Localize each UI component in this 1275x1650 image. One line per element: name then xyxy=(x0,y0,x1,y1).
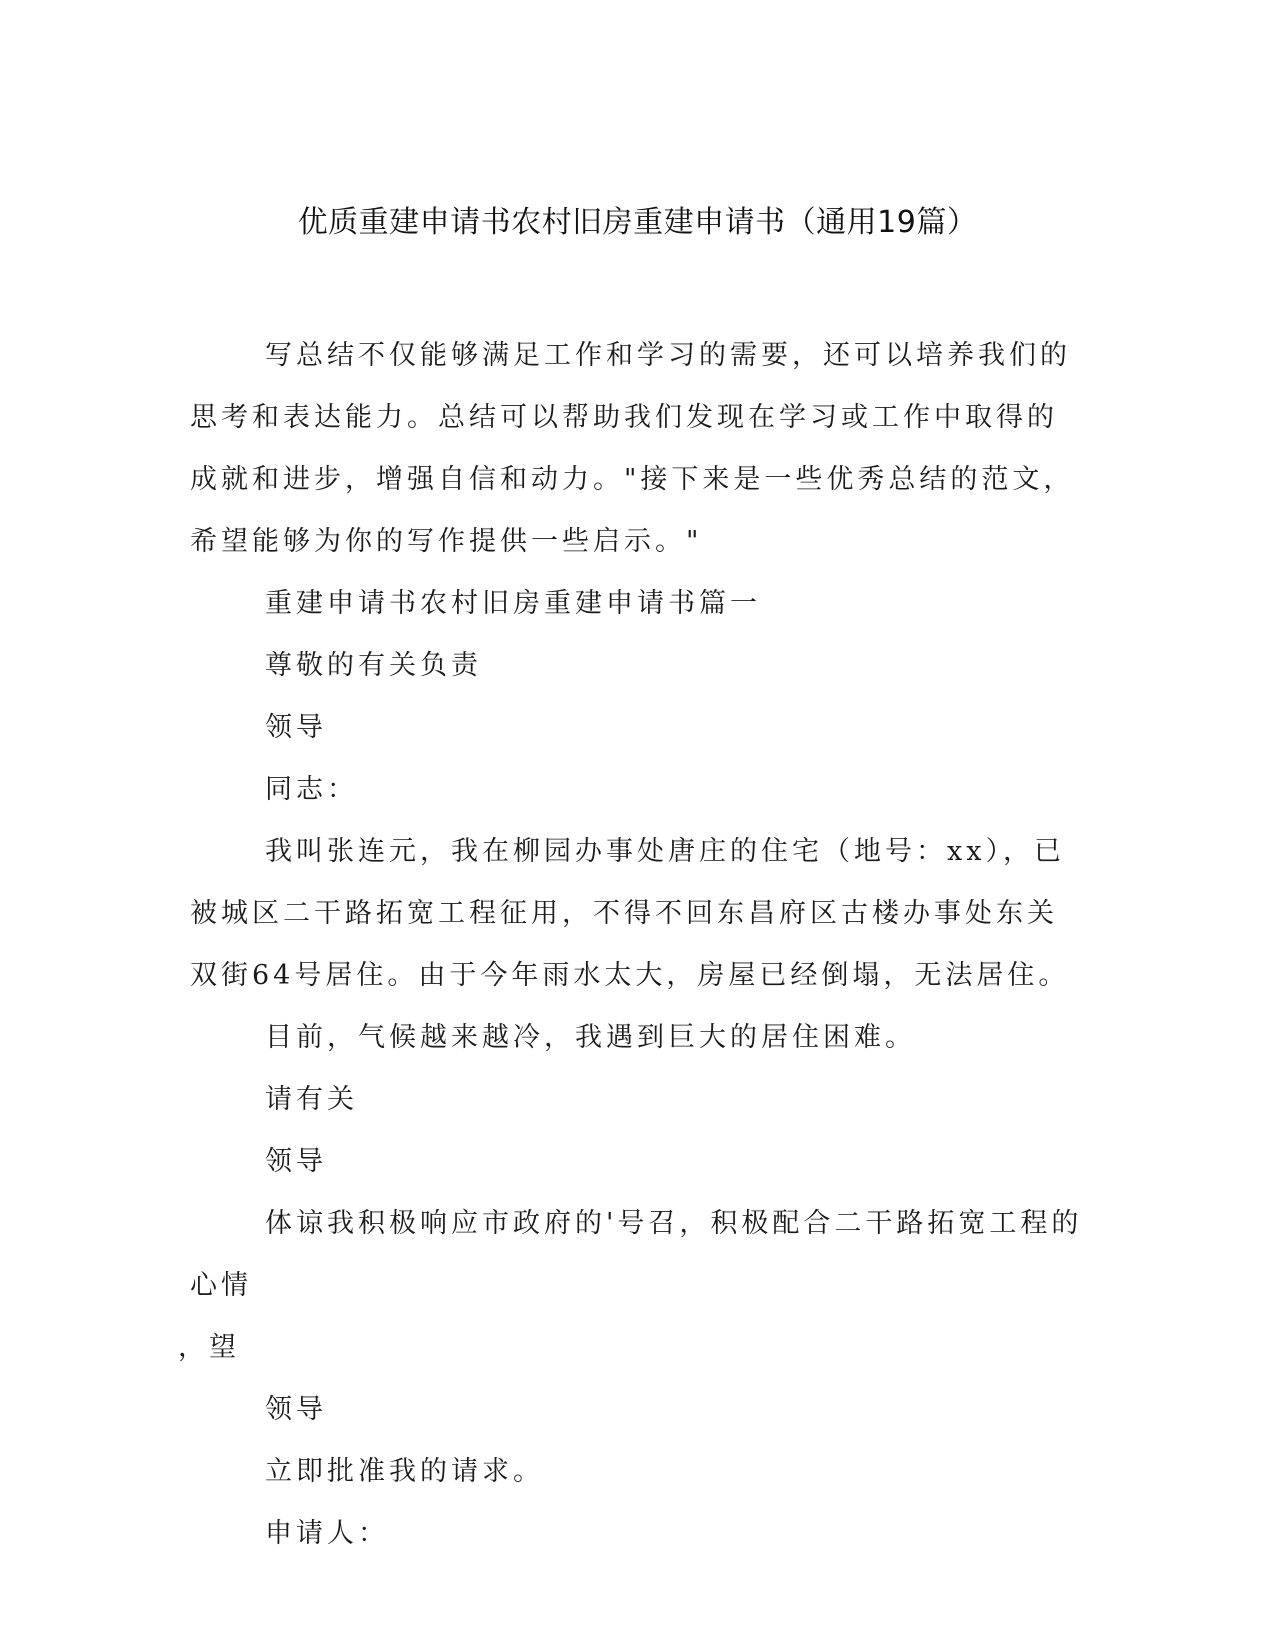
body-paragraph: 目前，气候越来越冷，我遇到巨大的居住困难。 xyxy=(265,1022,916,1053)
body-paragraph: 立即批准我的请求。 xyxy=(265,1456,544,1487)
body-paragraph: 请有关 xyxy=(265,1084,358,1115)
section-heading: 重建申请书农村旧房重建申请书篇一 xyxy=(265,588,761,619)
salutation-line: 同志： xyxy=(265,774,358,805)
body-paragraph: 体谅我积极响应市政府的'号召，积极配合二干路拓宽工程的心情 xyxy=(190,1208,1083,1301)
document-title: 优质重建申请书农村旧房重建申请书（通用19篇） xyxy=(297,205,978,240)
intro-paragraph: 写总结不仅能够满足工作和学习的需要，还可以培养我们的思考和表达能力。总结可以帮助我们发现在学习或工作中取得的成就和进步，增强自信和动力。"接下来是一些优秀总结的范文，希望能够为你的写作提供一些启示。" xyxy=(190,340,1075,557)
body-paragraph: 领导 xyxy=(265,1394,327,1425)
body-paragraph-continuation: ，望 xyxy=(178,1332,240,1363)
body-paragraph: 我叫张连元，我在柳园办事处唐庄的住宅（地号：xx），已被城区二干路拓宽工程征用，不得不回东昌府区古楼办事处东关双街64号居住。由于今年雨水太大，房屋已经倒塌，无法居住。 xyxy=(190,836,1070,991)
body-paragraph: 领导 xyxy=(265,1146,327,1177)
document-body xyxy=(178,325,1085,1565)
salutation-line: 领导 xyxy=(265,712,327,743)
salutation-line: 尊敬的有关负责 xyxy=(265,650,482,681)
applicant-line: 申请人： xyxy=(265,1518,389,1549)
